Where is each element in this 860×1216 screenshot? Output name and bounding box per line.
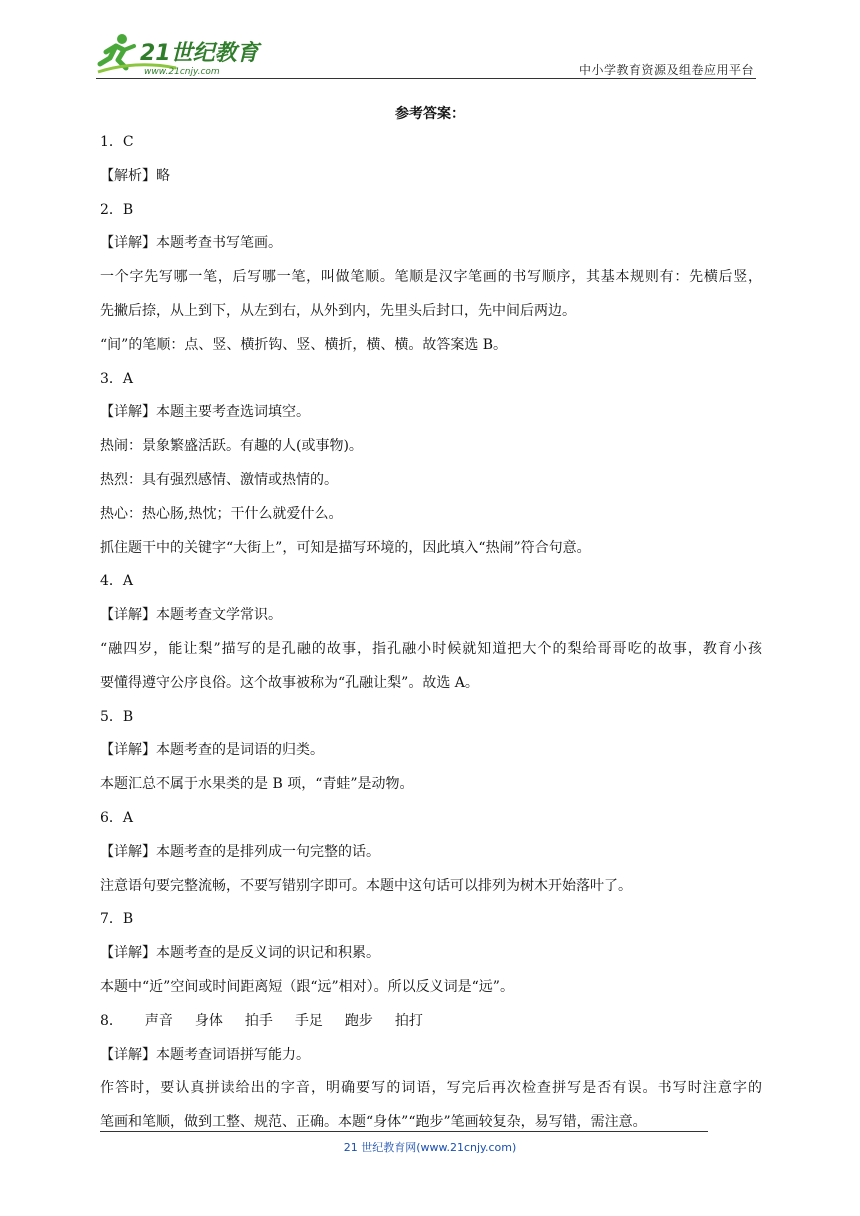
analysis-line: 作答时，要认真拼读给出的字音，明确要写的词语，写完后再次检查拼写是否有误。书写时注意字的 bbox=[100, 1080, 762, 1097]
answer-word: 拍打 bbox=[394, 1012, 423, 1029]
header-divider bbox=[96, 78, 756, 79]
answer-line: 1．C bbox=[100, 134, 134, 150]
answer-word: 声音 bbox=[144, 1012, 173, 1029]
analysis-line: 笔画和笔顺，做到工整、规范、正确。本题“身体”“跑步”笔画较复杂，易写错，需注意。 bbox=[100, 1114, 647, 1131]
analysis-line: “间”的笔顺：点、竖、横折钩、竖、横折，横、横。故答案选 B。 bbox=[100, 336, 508, 353]
analysis-line: 【详解】本题考查词语拼写能力。 bbox=[100, 1046, 310, 1063]
answer-line: 3．A bbox=[100, 370, 134, 387]
answer-line: 2．B bbox=[100, 201, 134, 218]
analysis-line: 一个字先写哪一笔，后写哪一笔，叫做笔顺。笔顺是汉字笔画的书写顺序，其基本规则有：先横后竖， bbox=[100, 269, 762, 286]
analysis-line: 本题汇总不属于水果类的是 B 项，“青蛙”是动物。 bbox=[100, 776, 414, 793]
logo-main-text: 21世纪教育 bbox=[140, 41, 259, 66]
site-logo[interactable] bbox=[96, 30, 266, 78]
page-header bbox=[96, 30, 756, 80]
analysis-line: 注意语句要完整流畅，不要写错别字即可。本题中这句话可以排列为树木开始落叶了。 bbox=[100, 877, 632, 894]
answer-word: 拍手 bbox=[244, 1012, 273, 1029]
answer-word: 身体 bbox=[194, 1012, 223, 1029]
analysis-line: “融四岁，能让梨”描写的是孔融的故事，指孔融小时候就知道把大个的梨给哥哥吃的故事，教育小孩 bbox=[100, 640, 762, 657]
analysis-line: 【详解】本题考查的是排列成一句完整的话。 bbox=[100, 843, 380, 860]
analysis-line: 【详解】本题考查的是词语的归类。 bbox=[100, 742, 324, 759]
answer-line: 6．A bbox=[100, 809, 134, 826]
analysis-line: 热闹：景象繁盛活跃。有趣的人(或事物)。 bbox=[100, 438, 363, 455]
analysis-line: 抓住题干中的关键字“大街上”，可知是描写环境的，因此填入“热闹”符合句意。 bbox=[100, 539, 591, 556]
analysis-line: 先撇后捺，从上到下，从左到右，从外到内，先里头后封口，先中间后两边。 bbox=[100, 302, 576, 319]
answer-word: 手足 bbox=[294, 1012, 323, 1029]
footer-divider bbox=[100, 1131, 708, 1132]
analysis-line: 本题中“近”空间或时间距离短（跟“远”相对）。所以反义词是“远”。 bbox=[100, 978, 514, 995]
answer-line: 7．B bbox=[100, 911, 134, 928]
analysis-line: 【详解】本题考查的是反义词的识记和积累。 bbox=[100, 945, 380, 962]
logo-url-text: www.21cnjy.com bbox=[144, 67, 220, 77]
analysis-line: 热心：热心肠,热忱；干什么就爱什么。 bbox=[100, 505, 343, 522]
answer-content bbox=[100, 126, 762, 1140]
analysis-line: 【解析】略 bbox=[100, 167, 170, 184]
analysis-line: 要懂得遵守公序良俗。这个故事被称为“孔融让梨”。故选 A。 bbox=[100, 674, 479, 691]
analysis-line: 【详解】本题主要考查选词填空。 bbox=[100, 404, 310, 421]
answer-word: 跑步 bbox=[344, 1012, 373, 1029]
footer-link[interactable]: 21 世纪教育网(www.21cnjy.com) bbox=[343, 1141, 517, 1154]
question-number: 8． bbox=[100, 1012, 123, 1029]
analysis-line: 【详解】本题考查书写笔画。 bbox=[100, 235, 282, 252]
answer-line: 4．A bbox=[100, 573, 134, 590]
analysis-line: 热烈：具有强烈感情、激情或热情的。 bbox=[100, 471, 338, 488]
page-title: 参考答案： bbox=[395, 106, 465, 122]
runner-logo-icon bbox=[96, 30, 266, 78]
analysis-line: 【详解】本题考查文学常识。 bbox=[100, 607, 282, 624]
answer-line: 5．B bbox=[100, 708, 134, 725]
answer-line-q8 bbox=[100, 1005, 762, 1039]
platform-name: 中小学教育资源及组卷应用平台 bbox=[578, 63, 754, 77]
